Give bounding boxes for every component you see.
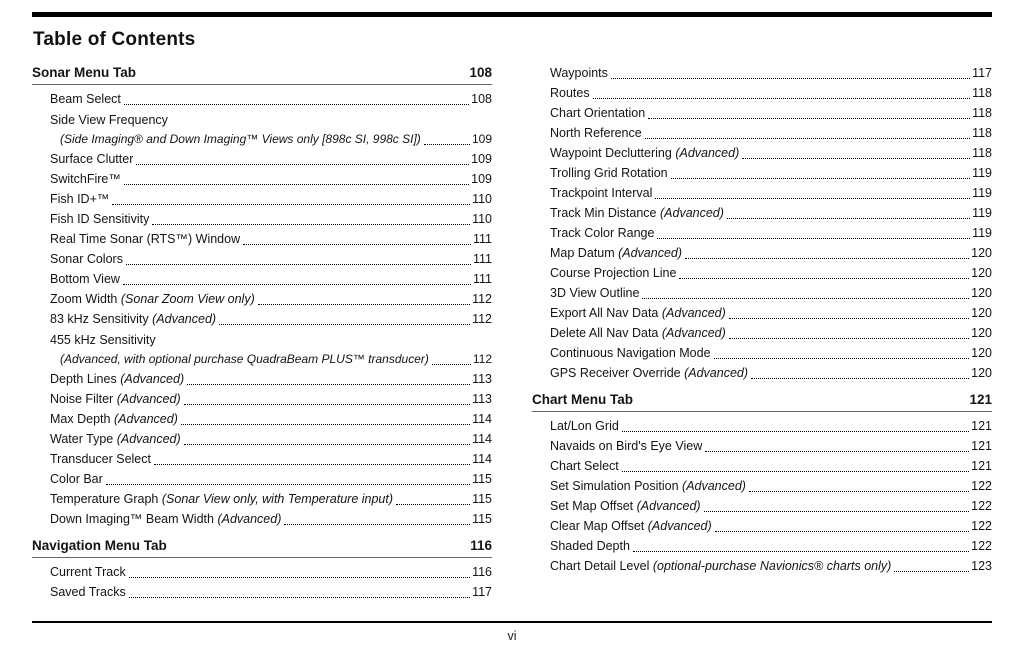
dot-leader — [611, 78, 970, 79]
toc-entry-page: 120 — [971, 326, 992, 340]
dot-leader — [714, 358, 970, 359]
toc-section-page: 108 — [469, 65, 492, 80]
toc-entry-note: (optional-purchase Navionics® charts only) — [652, 559, 892, 573]
toc-entry-label: Export All Nav Data (Advanced) — [550, 306, 726, 320]
toc-left-column — [32, 63, 492, 602]
dot-leader — [715, 531, 969, 532]
toc-entry — [32, 289, 492, 309]
toc-entry-note: (Advanced) — [618, 246, 683, 260]
dot-leader — [432, 364, 471, 365]
toc-entry-label: Sonar Colors — [50, 252, 123, 266]
toc-section-page: 116 — [470, 538, 492, 553]
dot-leader — [152, 224, 470, 225]
toc-entry-page: 120 — [971, 246, 992, 260]
dot-leader — [704, 511, 970, 512]
toc-entry — [32, 389, 492, 409]
dot-leader — [181, 424, 470, 425]
toc-entry-page: 111 — [472, 232, 492, 246]
toc-entry — [532, 163, 992, 183]
toc-entry-label: Set Map Offset (Advanced) — [550, 499, 701, 513]
toc-entry-label: Continuous Navigation Mode — [550, 346, 711, 360]
dot-leader — [126, 264, 471, 265]
toc-entry — [532, 63, 992, 83]
toc-entry-note: (Advanced) — [217, 512, 282, 526]
toc-entry — [532, 556, 992, 576]
toc-entry-page: 120 — [971, 366, 992, 380]
toc-entry — [532, 456, 992, 476]
toc-entry-note: (Sonar View only, with Temperature input) — [161, 492, 394, 506]
dot-leader — [742, 158, 970, 159]
toc-entry — [532, 183, 992, 203]
toc-entry-label: Map Datum (Advanced) — [550, 246, 683, 260]
toc-entry-page: 112 — [472, 292, 492, 306]
toc-entry-label: Down Imaging™ Beam Width (Advanced) — [50, 512, 282, 526]
dot-leader — [284, 524, 470, 525]
toc-entry-label: Water Type (Advanced) — [50, 432, 181, 446]
toc-entry-page: 118 — [972, 106, 992, 120]
dot-leader — [129, 577, 470, 578]
toc-entry-page: 114 — [472, 412, 492, 426]
toc-entry — [532, 416, 992, 436]
toc-entry-page: 118 — [972, 126, 992, 140]
toc-entry-page: 113 — [472, 392, 492, 406]
toc-entry-label: 455 kHz Sensitivity — [50, 333, 156, 347]
dot-leader — [751, 378, 969, 379]
toc-entry-label: GPS Receiver Override (Advanced) — [550, 366, 749, 380]
toc-entry-page: 122 — [971, 479, 992, 493]
toc-entry — [532, 516, 992, 536]
toc-entry-label: Depth Lines (Advanced) — [50, 372, 185, 386]
toc-entry — [32, 329, 492, 369]
toc-entry-note: (Side Imaging® and Down Imaging™ Views only [898c SI, 998c SI]) — [60, 132, 421, 146]
toc-entry-label: Fish ID Sensitivity — [50, 212, 150, 226]
toc-entry-label: 83 kHz Sensitivity (Advanced) — [50, 312, 217, 326]
dot-leader — [154, 464, 470, 465]
toc-entry-page: 122 — [971, 539, 992, 553]
toc-entry — [532, 343, 992, 363]
dot-leader — [124, 104, 469, 105]
toc-entry — [32, 269, 492, 289]
toc-entry — [532, 536, 992, 556]
toc-entry-label: Chart Detail Level (optional-purchase Navionics® charts only) — [550, 559, 892, 573]
dot-leader — [136, 164, 469, 165]
toc-entry-note: (Advanced, with optional purchase QuadraBeam PLUS™ transducer) — [60, 352, 429, 366]
toc-entry-page: 119 — [972, 166, 992, 180]
toc-entry-label: Surface Clutter — [50, 152, 134, 166]
toc-entry-page: 116 — [472, 565, 492, 579]
toc-entry — [532, 203, 992, 223]
toc-entry — [32, 489, 492, 509]
toc-entry-note: (Advanced) — [661, 326, 726, 340]
toc-entry-note: (Advanced) — [684, 366, 749, 380]
toc-section-page: 121 — [969, 392, 992, 407]
dot-leader — [727, 218, 970, 219]
toc-entry-label: Transducer Select — [50, 452, 151, 466]
toc-entry — [532, 476, 992, 496]
dot-leader — [184, 444, 470, 445]
toc-entry-page: 115 — [472, 512, 492, 526]
toc-entry — [532, 323, 992, 343]
dot-leader — [129, 597, 470, 598]
dot-leader — [106, 484, 470, 485]
toc-entry — [532, 263, 992, 283]
toc-entry — [32, 229, 492, 249]
toc-entry-label: Waypoints — [550, 66, 608, 80]
toc-entry-note: (Advanced) — [116, 432, 181, 446]
toc-entry-label: Trackpoint Interval — [550, 186, 653, 200]
toc-entry — [32, 369, 492, 389]
toc-entry — [532, 103, 992, 123]
toc-section-header — [32, 538, 492, 558]
dot-leader — [124, 184, 469, 185]
toc-entry-page: 109 — [471, 152, 492, 166]
toc-entry-page: 118 — [972, 146, 992, 160]
dot-leader — [187, 384, 470, 385]
toc-entry-label: Noise Filter (Advanced) — [50, 392, 181, 406]
toc-entry-page: 108 — [471, 92, 492, 106]
toc-entry-label: Chart Orientation — [550, 106, 646, 120]
toc-entry-note: (Advanced) — [661, 306, 726, 320]
toc-entry-note-line — [32, 130, 492, 149]
bottom-rule — [32, 621, 992, 623]
toc-entry-page: 115 — [472, 492, 492, 506]
dot-leader — [112, 204, 470, 205]
toc-entry-note: (Advanced) — [116, 392, 181, 406]
toc-entry-label: Routes — [550, 86, 590, 100]
toc-entry-label: Color Bar — [50, 472, 103, 486]
toc-entry-label: 3D View Outline — [550, 286, 640, 300]
dot-leader — [633, 551, 969, 552]
dot-leader — [655, 198, 970, 199]
dot-leader — [894, 571, 969, 572]
toc-entry-note: (Advanced) — [682, 479, 746, 493]
dot-leader — [679, 278, 969, 279]
toc-entry-label: Current Track — [50, 565, 126, 579]
toc-entry-label: Course Projection Line — [550, 266, 677, 280]
toc-entry-page: 122 — [971, 519, 992, 533]
toc-entry-page: 110 — [472, 212, 492, 226]
toc-entry — [32, 149, 492, 169]
toc-columns — [32, 63, 992, 602]
toc-entry-label: Delete All Nav Data (Advanced) — [550, 326, 726, 340]
page-footer — [32, 621, 992, 643]
toc-entry-label: Navaids on Bird's Eye View — [550, 439, 703, 453]
toc-entry-page: 111 — [472, 252, 492, 266]
toc-entry-label: Fish ID+™ — [50, 192, 110, 206]
toc-entry-page: 119 — [972, 206, 992, 220]
toc-entry-label: Bottom View — [50, 272, 120, 286]
dot-leader — [243, 244, 471, 245]
toc-entry — [32, 209, 492, 229]
toc-entry — [32, 89, 492, 109]
dot-leader — [123, 284, 471, 285]
toc-entry-label: North Reference — [550, 126, 642, 140]
dot-leader — [593, 98, 970, 99]
toc-entry-label: Track Color Range — [550, 226, 655, 240]
dot-leader — [645, 138, 970, 139]
toc-entry — [532, 283, 992, 303]
toc-entry-note: (Advanced) — [152, 312, 217, 326]
page-title: Table of Contents — [33, 29, 196, 50]
toc-section-header — [532, 392, 992, 412]
toc-entry-page: 112 — [472, 352, 492, 366]
toc-section-label: Navigation Menu Tab — [32, 538, 167, 553]
dot-leader — [657, 238, 970, 239]
toc-entry — [532, 143, 992, 163]
toc-entry-label: Chart Select — [550, 459, 619, 473]
toc-entry-note: (Advanced) — [113, 412, 178, 426]
toc-section-label: Sonar Menu Tab — [32, 65, 137, 80]
dot-leader — [749, 491, 969, 492]
dot-leader — [219, 324, 470, 325]
toc-entry — [32, 249, 492, 269]
toc-entry — [532, 303, 992, 323]
dot-leader — [424, 144, 470, 145]
toc-entry-note: (Advanced) — [675, 146, 740, 160]
toc-entry — [32, 309, 492, 329]
dot-leader — [184, 404, 470, 405]
toc-entry-page: 112 — [472, 312, 492, 326]
toc-entry-label: Real Time Sonar (RTS™) Window — [50, 232, 241, 246]
toc-entry — [32, 409, 492, 429]
toc-section-header — [32, 65, 492, 85]
toc-entry-page: 119 — [972, 226, 992, 240]
toc-entry-note: (Advanced) — [660, 206, 724, 220]
toc-entry-page: 120 — [971, 286, 992, 300]
top-rule — [32, 12, 992, 17]
dot-leader — [396, 504, 470, 505]
dot-leader — [648, 118, 970, 119]
toc-entry-page: 121 — [971, 419, 992, 433]
toc-section-label: Chart Menu Tab — [532, 392, 633, 407]
toc-entry-page: 111 — [472, 272, 492, 286]
toc-entry-page: 109 — [471, 132, 492, 146]
dot-leader — [622, 431, 969, 432]
toc-entry — [32, 582, 492, 602]
toc-entry-label: Clear Map Offset (Advanced) — [550, 519, 712, 533]
toc-entry-label: Zoom Width (Sonar Zoom View only) — [50, 292, 255, 306]
toc-entry-label: Set Simulation Position (Advanced) — [550, 479, 746, 493]
toc-entry-note: (Advanced) — [636, 499, 701, 513]
toc-entry — [532, 243, 992, 263]
toc-entry-page: 114 — [472, 432, 492, 446]
toc-entry-page: 120 — [971, 346, 992, 360]
toc-entry-note: (Advanced) — [120, 372, 185, 386]
dot-leader — [729, 318, 969, 319]
toc-entry-page: 109 — [471, 172, 492, 186]
toc-entry — [32, 449, 492, 469]
toc-entry-page: 123 — [971, 559, 992, 573]
toc-entry-label: Beam Select — [50, 92, 121, 106]
toc-entry-note: (Sonar Zoom View only) — [120, 292, 255, 306]
toc-entry-page: 121 — [971, 459, 992, 473]
toc-entry — [32, 109, 492, 149]
dot-leader — [258, 304, 470, 305]
toc-entry — [32, 562, 492, 582]
toc-entry-label: Shaded Depth — [550, 539, 630, 553]
dot-leader — [642, 298, 969, 299]
dot-leader — [729, 338, 969, 339]
dot-leader — [622, 471, 969, 472]
toc-entry — [32, 509, 492, 529]
toc-entry — [532, 83, 992, 103]
toc-entry-label: SwitchFire™ — [50, 172, 121, 186]
toc-entry-note: (Advanced) — [647, 519, 712, 533]
toc-entry-label: Temperature Graph (Sonar View only, with Temperature input) — [50, 492, 394, 506]
toc-entry-page: 121 — [971, 439, 992, 453]
toc-entry-page: 118 — [972, 86, 992, 100]
toc-entry-page: 119 — [972, 186, 992, 200]
toc-entry — [32, 429, 492, 449]
toc-entry — [32, 469, 492, 489]
toc-entry-page: 120 — [971, 306, 992, 320]
toc-entry — [532, 363, 992, 383]
toc-entry — [32, 169, 492, 189]
toc-entry-label: Lat/Lon Grid — [550, 419, 619, 433]
toc-entry-note-line — [32, 350, 492, 369]
toc-entry-page: 110 — [472, 192, 492, 206]
dot-leader — [685, 258, 969, 259]
dot-leader — [671, 178, 970, 179]
toc-entry-label: Saved Tracks — [50, 585, 126, 599]
page-number: vi — [507, 629, 517, 643]
dot-leader — [705, 451, 969, 452]
toc-right-column — [532, 63, 992, 602]
toc-entry-label: Trolling Grid Rotation — [550, 166, 668, 180]
toc-entry-page: 114 — [472, 452, 492, 466]
toc-entry-page: 122 — [971, 499, 992, 513]
toc-entry-page: 120 — [971, 266, 992, 280]
toc-entry-page: 115 — [472, 472, 492, 486]
toc-entry-label: Track Min Distance (Advanced) — [550, 206, 724, 220]
toc-entry — [532, 496, 992, 516]
toc-entry — [532, 436, 992, 456]
toc-entry — [532, 123, 992, 143]
toc-entry — [32, 189, 492, 209]
toc-entry-page: 113 — [472, 372, 492, 386]
toc-entry — [532, 223, 992, 243]
toc-entry-page: 117 — [972, 66, 992, 80]
toc-entry-label: Side View Frequency — [50, 113, 168, 127]
toc-entry-label: Waypoint Decluttering (Advanced) — [550, 146, 740, 160]
toc-entry-page: 117 — [472, 585, 492, 599]
toc-entry-label: Max Depth (Advanced) — [50, 412, 178, 426]
